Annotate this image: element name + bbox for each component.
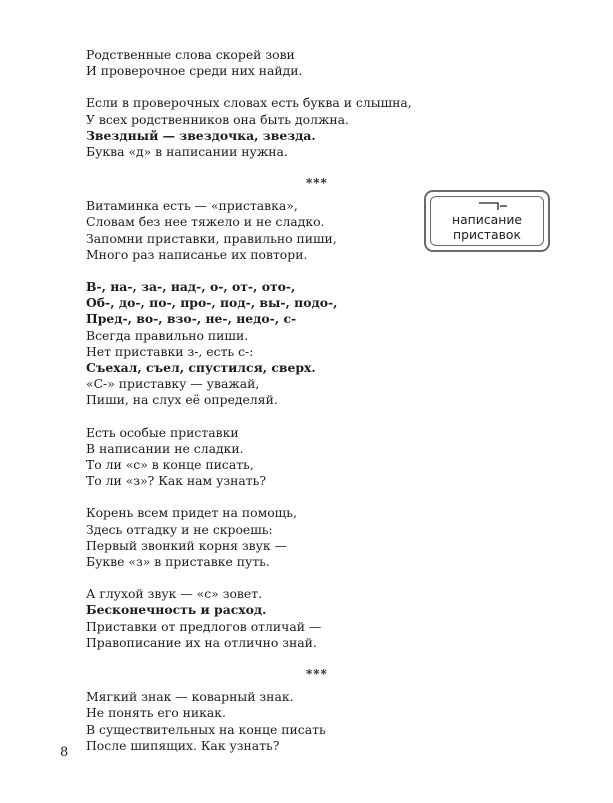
poem-line: Букве «з» в приставке путь. bbox=[86, 554, 270, 570]
stanza bbox=[86, 198, 416, 263]
poem-line: Звездный — звездочка, звезда. bbox=[86, 127, 316, 143]
prefix-mark-icon bbox=[478, 201, 508, 211]
poem-line: Приставки от предлогов отличай — bbox=[86, 618, 322, 634]
poem-line: Съехал, съел, спустился, сверх. bbox=[86, 360, 316, 376]
poem-line: Нет приставки з-, есть с-: bbox=[86, 343, 254, 359]
topic-label-text bbox=[426, 212, 548, 242]
poem-line: В-, на-, за-, над-, о-, от-, ото-, bbox=[86, 279, 296, 295]
topic-label-line-2: приставок bbox=[452, 227, 521, 242]
stanza bbox=[86, 505, 416, 570]
poem-line: После шипящих. Как узнать? bbox=[86, 737, 280, 753]
poem-line: То ли «з»? Как нам узнать? bbox=[86, 473, 267, 489]
stanza bbox=[86, 95, 416, 160]
poem-line: То ли «с» в конце писать, bbox=[86, 457, 254, 473]
poem-line: Витаминка есть — «приставка», bbox=[86, 198, 298, 214]
poem-line: А глухой звук — «с» зовет. bbox=[86, 586, 263, 602]
poem-line: Есть особые приставки bbox=[86, 424, 239, 440]
poem-line: Родственные слова скорей зови bbox=[86, 47, 295, 62]
poem-line: Мягкий знак — коварный знак. bbox=[86, 689, 294, 705]
poem-line: Пиши, на слух её определяй. bbox=[86, 392, 278, 408]
poem-line: Много раз написанье их повтори. bbox=[86, 246, 308, 262]
poem-line: Бесконечность и расход. bbox=[86, 602, 267, 618]
poem-line: В написании не сладки. bbox=[86, 440, 244, 456]
poem-line: Не понять его никак. bbox=[86, 705, 226, 721]
poem-line: Первый звонкий корня звук — bbox=[86, 537, 288, 553]
stanza bbox=[86, 425, 416, 490]
stanza bbox=[86, 47, 416, 79]
poem-line: Об-, до-, по-, про-, под-, вы-, подо-, bbox=[86, 295, 338, 311]
poem-line: Всегда правильно пиши. bbox=[86, 327, 249, 343]
poem-line: Если в проверочных словах есть буква и слышна, bbox=[86, 95, 412, 111]
topic-label-line-1: написание bbox=[451, 212, 523, 227]
section-divider-stars: *** bbox=[306, 176, 328, 191]
stanza bbox=[86, 279, 416, 409]
section-divider-stars: *** bbox=[306, 667, 328, 682]
poem-line: Буква «д» в написании нужна. bbox=[86, 144, 288, 160]
poem-line: Пред-, во-, взо-, не-, недо-, с- bbox=[86, 311, 297, 327]
poem-line: Здесь отгадку и не скроешь: bbox=[86, 521, 273, 537]
poem-line: Запомни приставки, правильно пиши, bbox=[86, 230, 337, 246]
poem-line: Словам без нее тяжело и не сладко. bbox=[86, 214, 325, 230]
poem-line: Корень всем придет на помощь, bbox=[86, 505, 297, 521]
poem-line: «С-» приставку — уважай, bbox=[86, 376, 260, 392]
poem-line: В существительных на конце писать bbox=[86, 721, 326, 737]
topic-label-box bbox=[424, 190, 550, 252]
stanza bbox=[86, 586, 416, 651]
poem-line: У всех родственников она быть должна. bbox=[86, 111, 349, 127]
poem-line: Правописание их на отлично знай. bbox=[86, 634, 317, 650]
poem-line: И проверочное среди них найди. bbox=[86, 63, 303, 79]
stanza bbox=[86, 689, 416, 754]
poem-text bbox=[86, 47, 416, 770]
page-number: 8 bbox=[60, 745, 69, 760]
